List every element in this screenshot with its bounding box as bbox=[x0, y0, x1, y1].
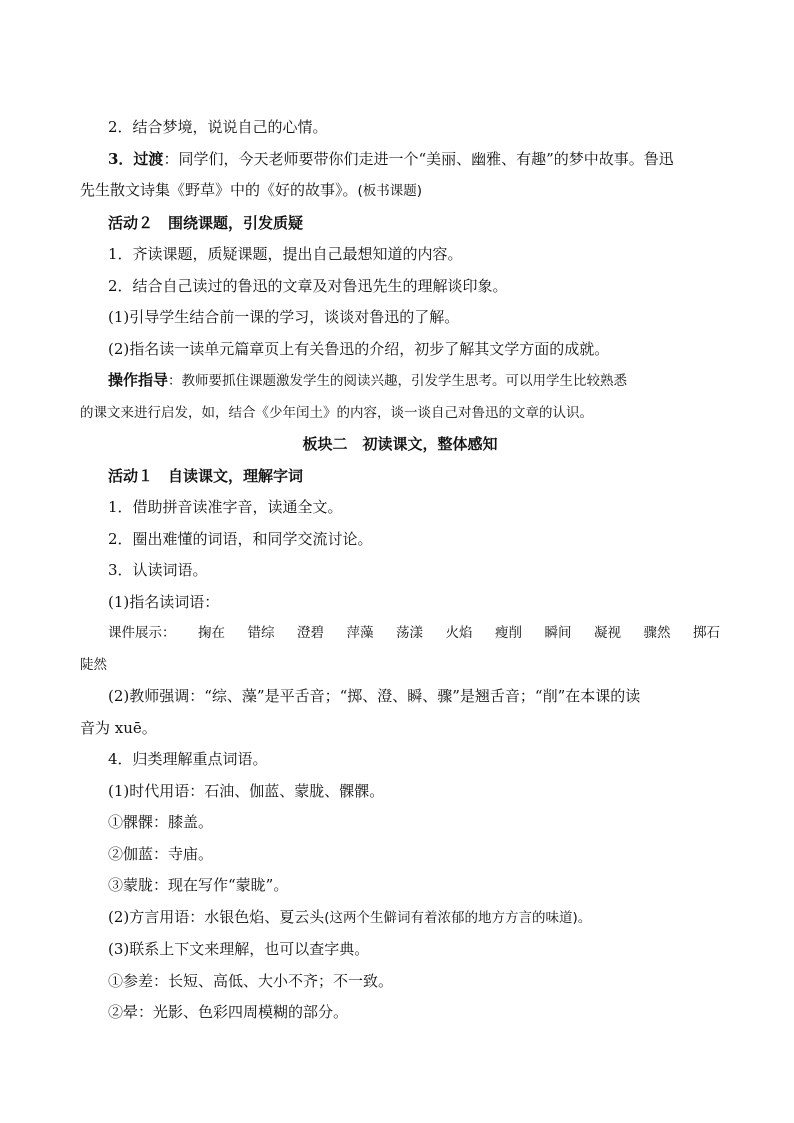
teacher-note: (板书课题) bbox=[357, 183, 423, 199]
guidance-label: 操作指导 bbox=[108, 371, 169, 389]
document-body bbox=[80, 112, 720, 1029]
word-item: 澄碧 bbox=[297, 625, 324, 641]
paragraph: ②晕：光影、色彩四周模糊的部分。 bbox=[108, 1003, 349, 1021]
word-item: 掬在 bbox=[198, 625, 225, 641]
word-item: 骤然 bbox=[643, 625, 671, 641]
paragraph-text: (2)方言用语：水银色焰、夏云头 bbox=[108, 907, 325, 926]
courseware-label: 课件展示： bbox=[108, 625, 176, 641]
paragraph: 1．借助拼音读准字音，读通全文。 bbox=[108, 498, 343, 516]
word-item: 陡然 bbox=[80, 656, 107, 673]
word-item: 火焰 bbox=[445, 625, 473, 641]
paragraph-text: ：同学们，今天老师要带你们走进一个“美丽、幽雅、有趣”的梦中故事。鲁迅 bbox=[163, 149, 674, 168]
word-item: 瘦削 bbox=[495, 625, 522, 641]
paragraph: 2．结合梦境，说说自己的心情。 bbox=[108, 118, 328, 136]
paragraph: (1)时代用语：石油、伽蓝、蒙胧、髁髁。 bbox=[108, 781, 385, 800]
transition-label: 3．过渡 bbox=[108, 149, 164, 168]
section-heading: 板块二 初读课文，整体感知 bbox=[302, 435, 498, 453]
paragraph: 3．认读词语。 bbox=[108, 561, 208, 579]
activity-heading: 活动１ 自读课文，理解字词 bbox=[108, 466, 304, 485]
paragraph bbox=[80, 175, 720, 208]
word-item: 掷石 bbox=[693, 625, 720, 641]
paragraph: ②伽蓝：寺庙。 bbox=[108, 844, 214, 863]
paragraph-text: 先生散文诗集《野草》中的《好的故事》。 bbox=[80, 181, 358, 199]
paragraph: 2．结合自己读过的鲁迅的文章及对鲁迅先生的理解谈印象。 bbox=[108, 276, 508, 295]
paragraph: ①参差：长短、高低、大小不齐；不一致。 bbox=[108, 971, 394, 990]
paragraph: ③蒙胧：现在写作“蒙眬”。 bbox=[108, 876, 289, 894]
paragraph bbox=[80, 144, 720, 176]
paragraph: (2)教师强调：“综、藻”是平舌音；“掷、澄、瞬、骤”是翘舌音；“削”在本课的读 bbox=[108, 687, 641, 705]
guidance-text: 的课文来进行启发，如，结合《少年闰土》的内容，谈一谈自己对鲁迅的文章的认识。 bbox=[80, 404, 593, 421]
paragraph: (1)引导学生结合前一课的学习，谈谈对鲁迅的了解。 bbox=[108, 308, 460, 326]
paragraph: (3)联系上下文来理解，也可以查字典。 bbox=[108, 940, 370, 958]
word-item: 瞬间 bbox=[544, 625, 572, 641]
teacher-note: (这两个生僻词有着浓郁的地方方言的味道)。 bbox=[324, 909, 592, 926]
paragraph: 1．齐读课题，质疑课题，提出自己最想知道的内容。 bbox=[108, 245, 463, 263]
paragraph: 2．圈出难懂的词语，和同学交流讨论。 bbox=[108, 529, 373, 548]
courseware-word-list bbox=[80, 618, 720, 650]
word-item: 错综 bbox=[247, 625, 275, 641]
paragraph: ①髁髁：膝盖。 bbox=[108, 813, 214, 831]
word-item: 凝视 bbox=[594, 625, 621, 641]
word-item: 萍藻 bbox=[346, 625, 374, 641]
word-item: 荡漾 bbox=[396, 625, 423, 641]
guidance-text: ：教师要抓住课题激发学生的阅读兴趣，引发学生思考。可以用学生比较熟悉 bbox=[168, 373, 628, 389]
paragraph: (2)指名读一读单元篇章页上有关鲁迅的介绍，初步了解其文学方面的成就。 bbox=[108, 339, 610, 358]
paragraph bbox=[80, 902, 720, 935]
paragraph: 4．归类理解重点词语。 bbox=[108, 750, 268, 768]
activity-heading: 活动２ 围绕课题，引发质疑 bbox=[108, 213, 304, 232]
paragraph: (1)指名读词语： bbox=[108, 592, 220, 611]
guidance-note bbox=[80, 365, 720, 398]
paragraph: 音为 xuē。 bbox=[80, 718, 157, 737]
